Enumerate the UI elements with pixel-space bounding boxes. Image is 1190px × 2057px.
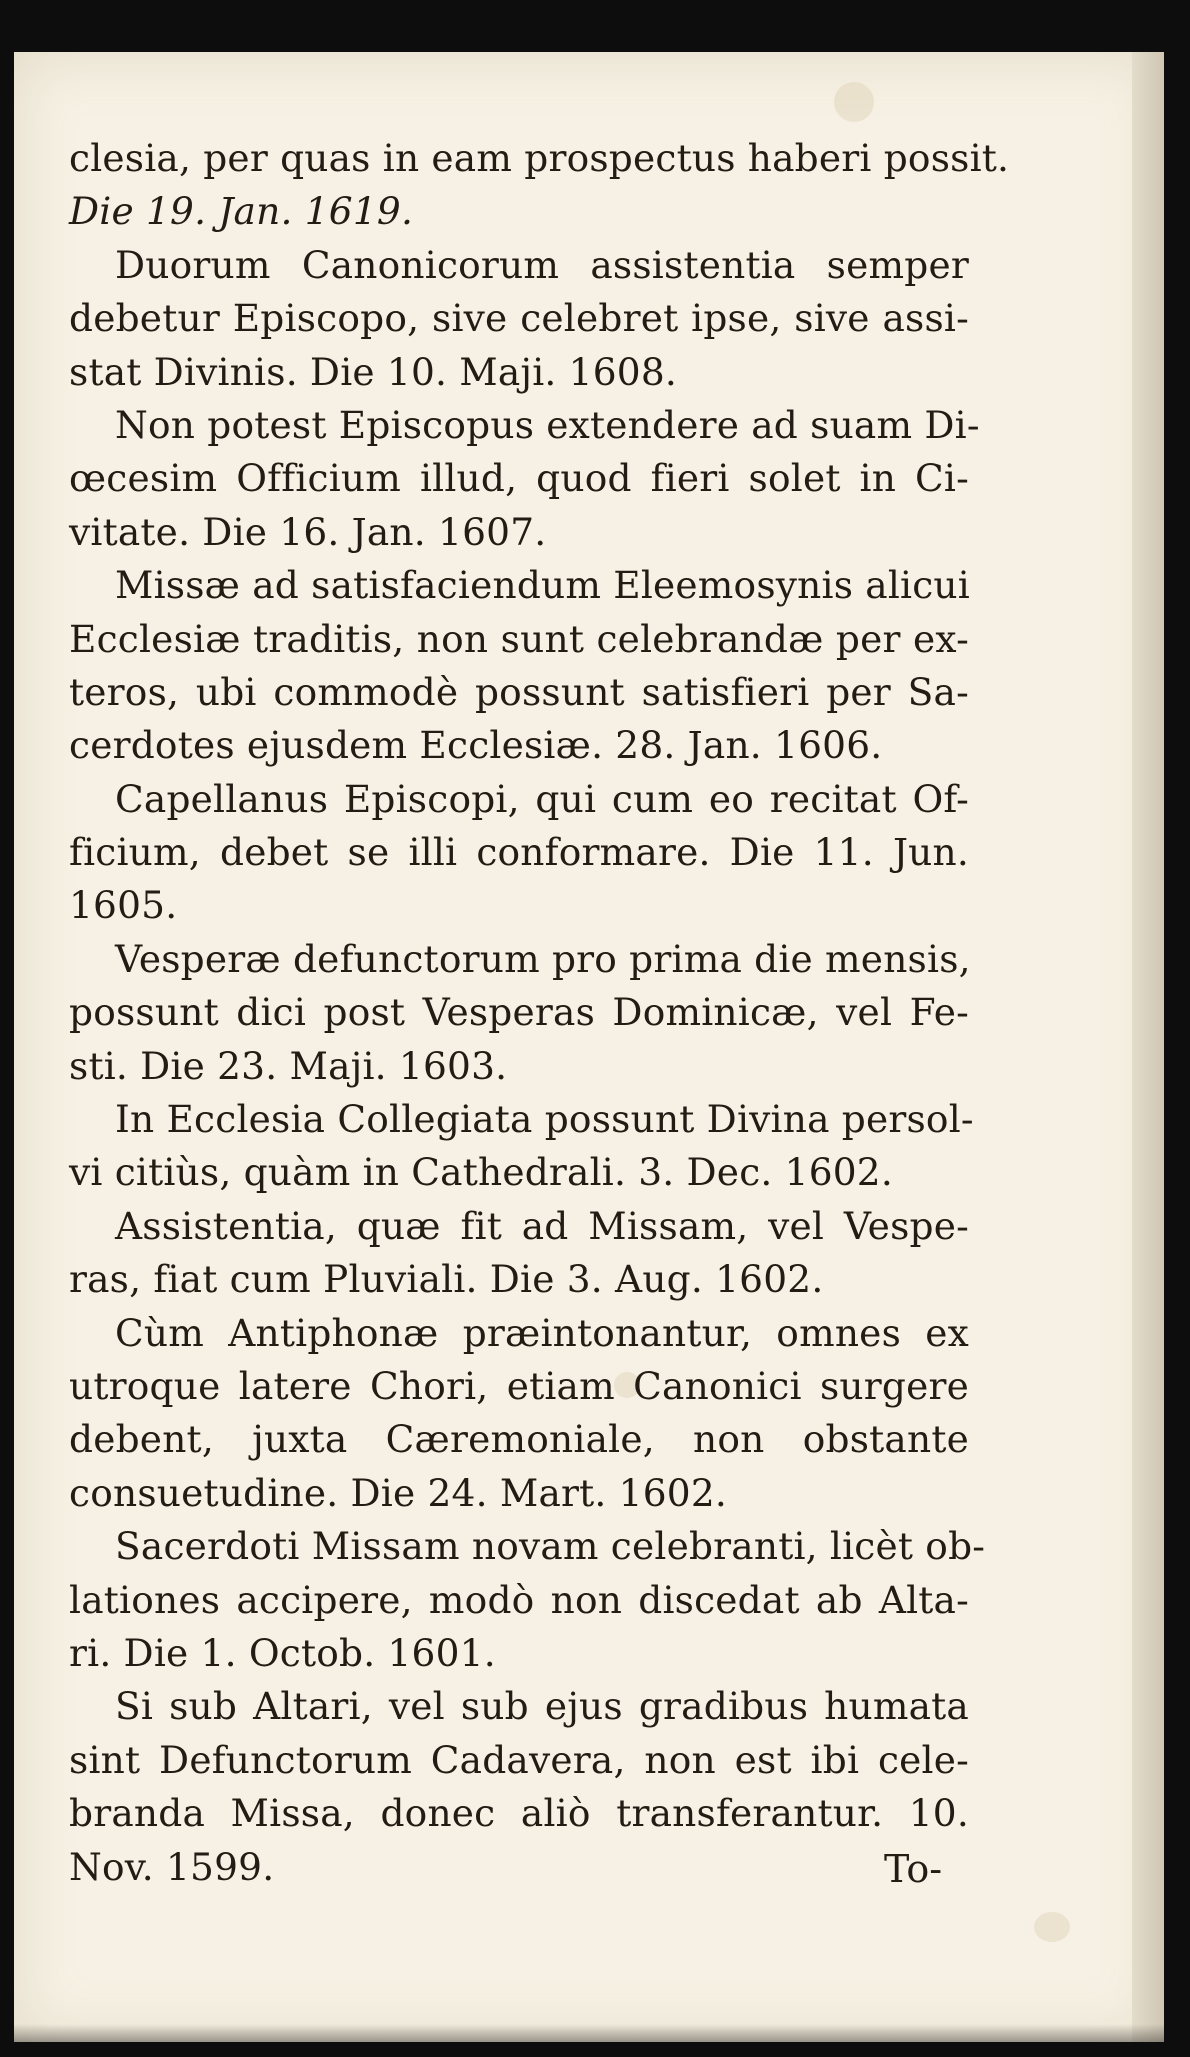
text-line: sint Defunctorum Cadavera, non est ibi cele- (69, 1737, 969, 1782)
text-line: Sacerdoti Missam novam celebranti, licèt ob- (115, 1524, 986, 1569)
text-line: Duorum Canonicorum assistentia semper (115, 242, 969, 287)
text-line: œcesim Officium illud, quod fieri solet in Ci- (69, 456, 969, 501)
text-line: In Ecclesia Collegiata possunt Divina persol- (115, 1097, 974, 1142)
text-line: Cùm Antiphonæ præintonantur, omnes ex (115, 1310, 969, 1355)
text-line: 1605. (69, 883, 178, 928)
text-line: utroque latere Chori, etiam Canonici surgere (69, 1363, 969, 1408)
paper-page (14, 52, 1164, 2042)
text-line: clesia, per quas in eam prospectus haberi possit. (69, 136, 1010, 180)
date-line: Die 19. Jan. 1619. (69, 189, 414, 234)
text-line: consuetudine. Die 24. Mart. 1602. (69, 1470, 727, 1515)
text-line: sti. Die 23. Maji. 1603. (69, 1043, 508, 1088)
text-line: lationes accipere, modò non discedat ab Alta- (69, 1577, 969, 1622)
text-line: Vesperæ defunctorum pro prima die mensis, (115, 936, 971, 981)
text-line: Nov. 1599. (69, 1844, 275, 1889)
text-line: possunt dici post Vesperas Dominicæ, vel Fe- (69, 990, 969, 1035)
text-line: vitate. Die 16. Jan. 1607. (69, 509, 547, 554)
text-line: ficium, debet se illi conformare. Die 11. Jun. (69, 830, 969, 875)
text-line: ri. Die 1. Octob. 1601. (69, 1630, 496, 1675)
text-line: cerdotes ejusdem Ecclesiæ. 28. Jan. 1606. (69, 723, 883, 768)
text-line: debetur Episcopo, sive celebret ipse, sive assi- (69, 296, 969, 341)
catchword: To- (884, 1847, 943, 1891)
text-line: ras, fiat cum Pluviali. Die 3. Aug. 1602. (69, 1257, 824, 1302)
text-line: Si sub Altari, vel sub ejus gradibus humata (115, 1684, 969, 1729)
text-line: Assistentia, quæ fit ad Missam, vel Vespe- (115, 1203, 969, 1248)
text-line: vi citiùs, quàm in Cathedrali. 3. Dec. 1602. (69, 1150, 893, 1195)
page-bottom-shadow (14, 2024, 1164, 2042)
text-line: Capellanus Episcopi, qui cum eo recitat Of- (115, 776, 969, 821)
text-line: Ecclesiæ traditis, non sunt celebrandæ per ex- (69, 616, 969, 661)
paper-stain (1034, 1912, 1070, 1942)
text-line: Missæ ad satisfaciendum Eleemosynis alicui (115, 563, 970, 608)
text-block (69, 132, 1010, 1894)
page-edge-shadow (1132, 52, 1164, 2042)
text-line: branda Missa, donec aliò transferantur. 10. (69, 1791, 969, 1836)
text-line: stat Divinis. Die 10. Maji. 1608. (69, 349, 678, 394)
text-line: Non potest Episcopus extendere ad suam Di- (115, 402, 980, 447)
paper-stain (834, 82, 874, 122)
text-line: debent, juxta Cæremoniale, non obstante (69, 1417, 969, 1462)
text-line: teros, ubi commodè possunt satisfieri per Sa- (69, 669, 969, 714)
